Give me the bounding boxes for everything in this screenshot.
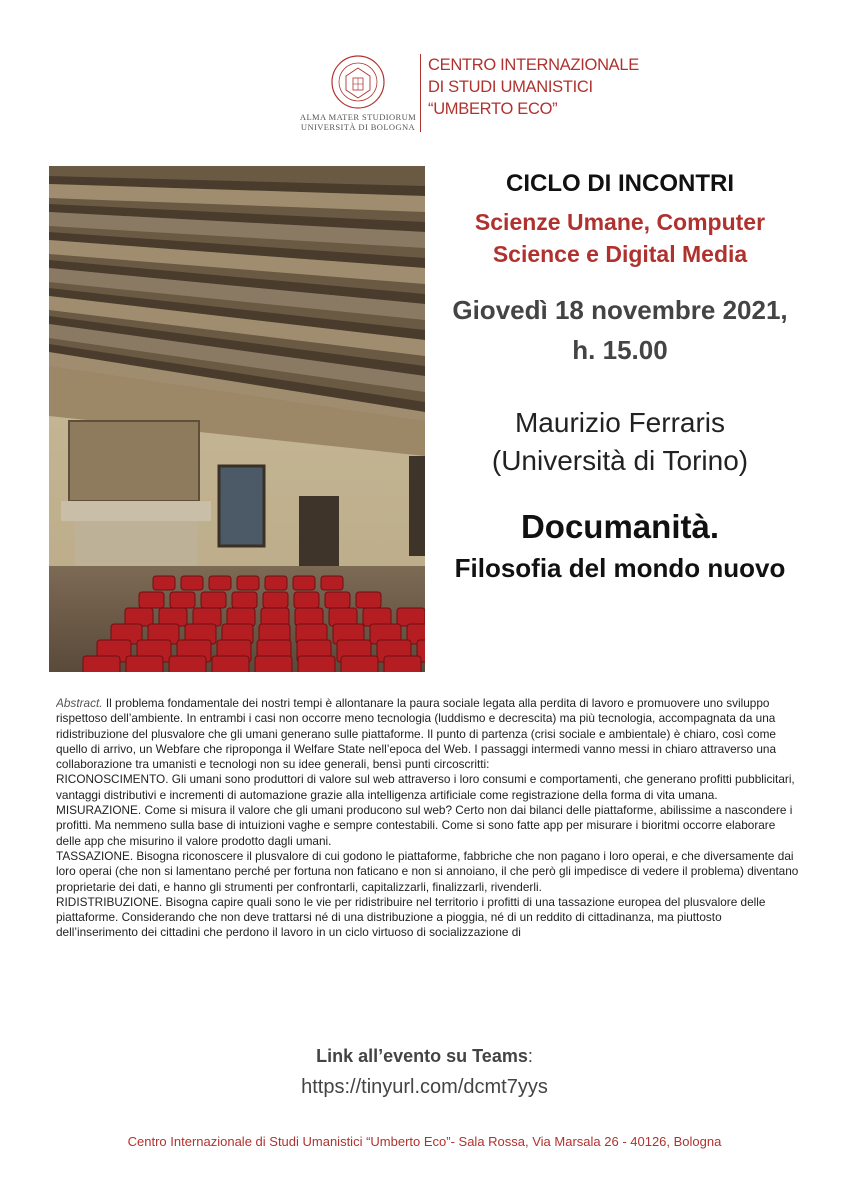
seat bbox=[153, 576, 175, 590]
seat bbox=[126, 656, 163, 672]
seat bbox=[294, 592, 319, 608]
abstract-paragraph-ridistribuzione: RIDISTRIBUZIONE. Bisogna capire quali sono le vie per ridistribuire nel territorio i profitti di una tassazione europea del plusvalore delle piattaforme. Considerando che non deve trattarsi né di una distribuzione a pioggia, né di un reddito di cittadinanza, ma piuttosto dell’inserimento dei cittadini che perdono il lavoro in un ciclo virtuoso di socializzazione di bbox=[56, 894, 766, 940]
centro-line-2: DI STUDI UMANISTICI bbox=[428, 78, 593, 96]
seat bbox=[139, 592, 164, 608]
seat bbox=[232, 592, 257, 608]
sala-rossa-photo bbox=[49, 166, 425, 672]
abstract bbox=[56, 696, 800, 1032]
seat bbox=[212, 656, 249, 672]
right-door bbox=[409, 456, 425, 556]
teams-link-label-text: Link all’evento su Teams bbox=[316, 1046, 528, 1066]
fireplace-mantel bbox=[61, 501, 211, 521]
seat bbox=[83, 656, 120, 672]
speaker bbox=[440, 404, 800, 480]
seat bbox=[227, 608, 255, 626]
teams-link-label bbox=[0, 1046, 849, 1067]
seat bbox=[295, 608, 323, 626]
seat bbox=[255, 656, 292, 672]
cycle-heading: CICLO DI INCONTRI bbox=[506, 170, 734, 197]
abstract-intro bbox=[56, 696, 800, 772]
seat bbox=[193, 608, 221, 626]
seat bbox=[363, 608, 391, 626]
seat bbox=[181, 576, 203, 590]
seat bbox=[341, 656, 378, 672]
seat bbox=[356, 592, 381, 608]
header-divider bbox=[420, 54, 421, 132]
university-seal-icon bbox=[330, 54, 386, 110]
centro-line-1: CENTRO INTERNAZIONALE bbox=[428, 56, 639, 74]
seat bbox=[263, 592, 288, 608]
door bbox=[299, 496, 339, 576]
centro-name bbox=[428, 54, 658, 120]
window bbox=[219, 466, 264, 546]
abstract-paragraph-misurazione: MISURAZIONE. Come si misura il valore che gli umani producono sul web? Certo non dai bilanci delle piattaforme, abilissime a nascondere i profitti. Ma nemmeno sulla base di intuizioni vaghe e sempre contestabili. Come si sono fatte app per misurare i bioritmi occorre elaborare delle app che misurino il valore prodotto dagli umani. bbox=[56, 803, 793, 848]
event-info bbox=[440, 166, 800, 586]
teams-link-colon: : bbox=[527, 1046, 533, 1066]
university-name-line-2: UNIVERSITÀ DI BOLOGNA bbox=[300, 122, 416, 132]
seat bbox=[209, 576, 231, 590]
speaker-affiliation: (Università di Torino) bbox=[491, 445, 749, 476]
seat bbox=[325, 592, 350, 608]
series-title: Scienze Umane, Computer Science e Digital Media bbox=[474, 209, 766, 267]
abstract-intro-text: Il problema fondamentale dei nostri tempi è allontanare la paura sociale legata alla perdita di lavoro e promuovere uno sviluppo rispettoso dell’ambiente. In entrambi i casi non occorre meno tecnologia (luddismo e decrescita) ma più tecnologia, accompagnata da una ridistribuzione del plusvalore che gli umani generano sulle piattaforme. Il punto di partenza (crisi sociale e ambientale) è chiaro, così come quello di arrivo, un Webfare che riproponga il Welfare State nell’epoca del Web. I passaggi intermedi vanno messi in chiaro attraverso una collaborazione tra umanisti e tecnologi non su idee generali, bensì punti circoscritti: bbox=[56, 696, 777, 772]
talk-subtitle: Filosofia del mondo nuovo bbox=[454, 553, 786, 583]
seat bbox=[293, 576, 315, 590]
seat bbox=[169, 656, 206, 672]
header bbox=[296, 48, 656, 138]
seat bbox=[329, 608, 357, 626]
seat bbox=[321, 576, 343, 590]
university-name-line-1: ALMA MATER STUDIORUM bbox=[299, 112, 417, 122]
speaker-name: Maurizio Ferraris bbox=[514, 407, 726, 438]
footer-address: Centro Internazionale di Studi Umanistici “Umberto Eco”- Sala Rossa, Via Marsala 26 - 40126, Bologna bbox=[127, 1134, 722, 1149]
event-date: Giovedì 18 novembre 2021, h. 15.00 bbox=[452, 295, 788, 365]
sala-rossa-illustration bbox=[49, 166, 425, 672]
university-name bbox=[298, 112, 418, 132]
fresco-panel bbox=[69, 421, 199, 501]
seat bbox=[201, 592, 226, 608]
abstract-label: Abstract. bbox=[56, 696, 103, 710]
talk-title: Documanità. bbox=[520, 508, 720, 545]
seat bbox=[397, 608, 425, 626]
seat bbox=[261, 608, 289, 626]
seat bbox=[265, 576, 287, 590]
seat bbox=[298, 656, 335, 672]
seat bbox=[170, 592, 195, 608]
seat bbox=[125, 608, 153, 626]
seat bbox=[159, 608, 187, 626]
centro-line-3: “UMBERTO ECO” bbox=[428, 100, 558, 118]
seat bbox=[237, 576, 259, 590]
abstract-paragraph-riconoscimento: RICONOSCIMENTO. Gli umani sono produttori di valore sul web attraverso i loro consumi e comportamenti, che generano profitti pubblicitari, vantaggi distributivi e incrementi di automazione grazie alla intelligenza artificiale come registrazione della forma di vita umana. bbox=[56, 772, 795, 802]
abstract-paragraph-tassazione: TASSAZIONE. Bisogna riconoscere il plusvalore di cui godono le piattaforme, fabbriche che non pagano i loro operai, e che diversamente dai loro operai (che non si lamentano perché per fortuna non faticano e non si annoiano, il che però gli impedisce di vedere il problema) diventano proprietarie dei dati, e hanno gli strumenti per confrontarli, capitalizzarli, finalizzarli, rivenderli. bbox=[56, 848, 799, 894]
seat bbox=[384, 656, 421, 672]
teams-link-url[interactable]: https://tinyurl.com/dcmt7yys bbox=[301, 1076, 548, 1098]
